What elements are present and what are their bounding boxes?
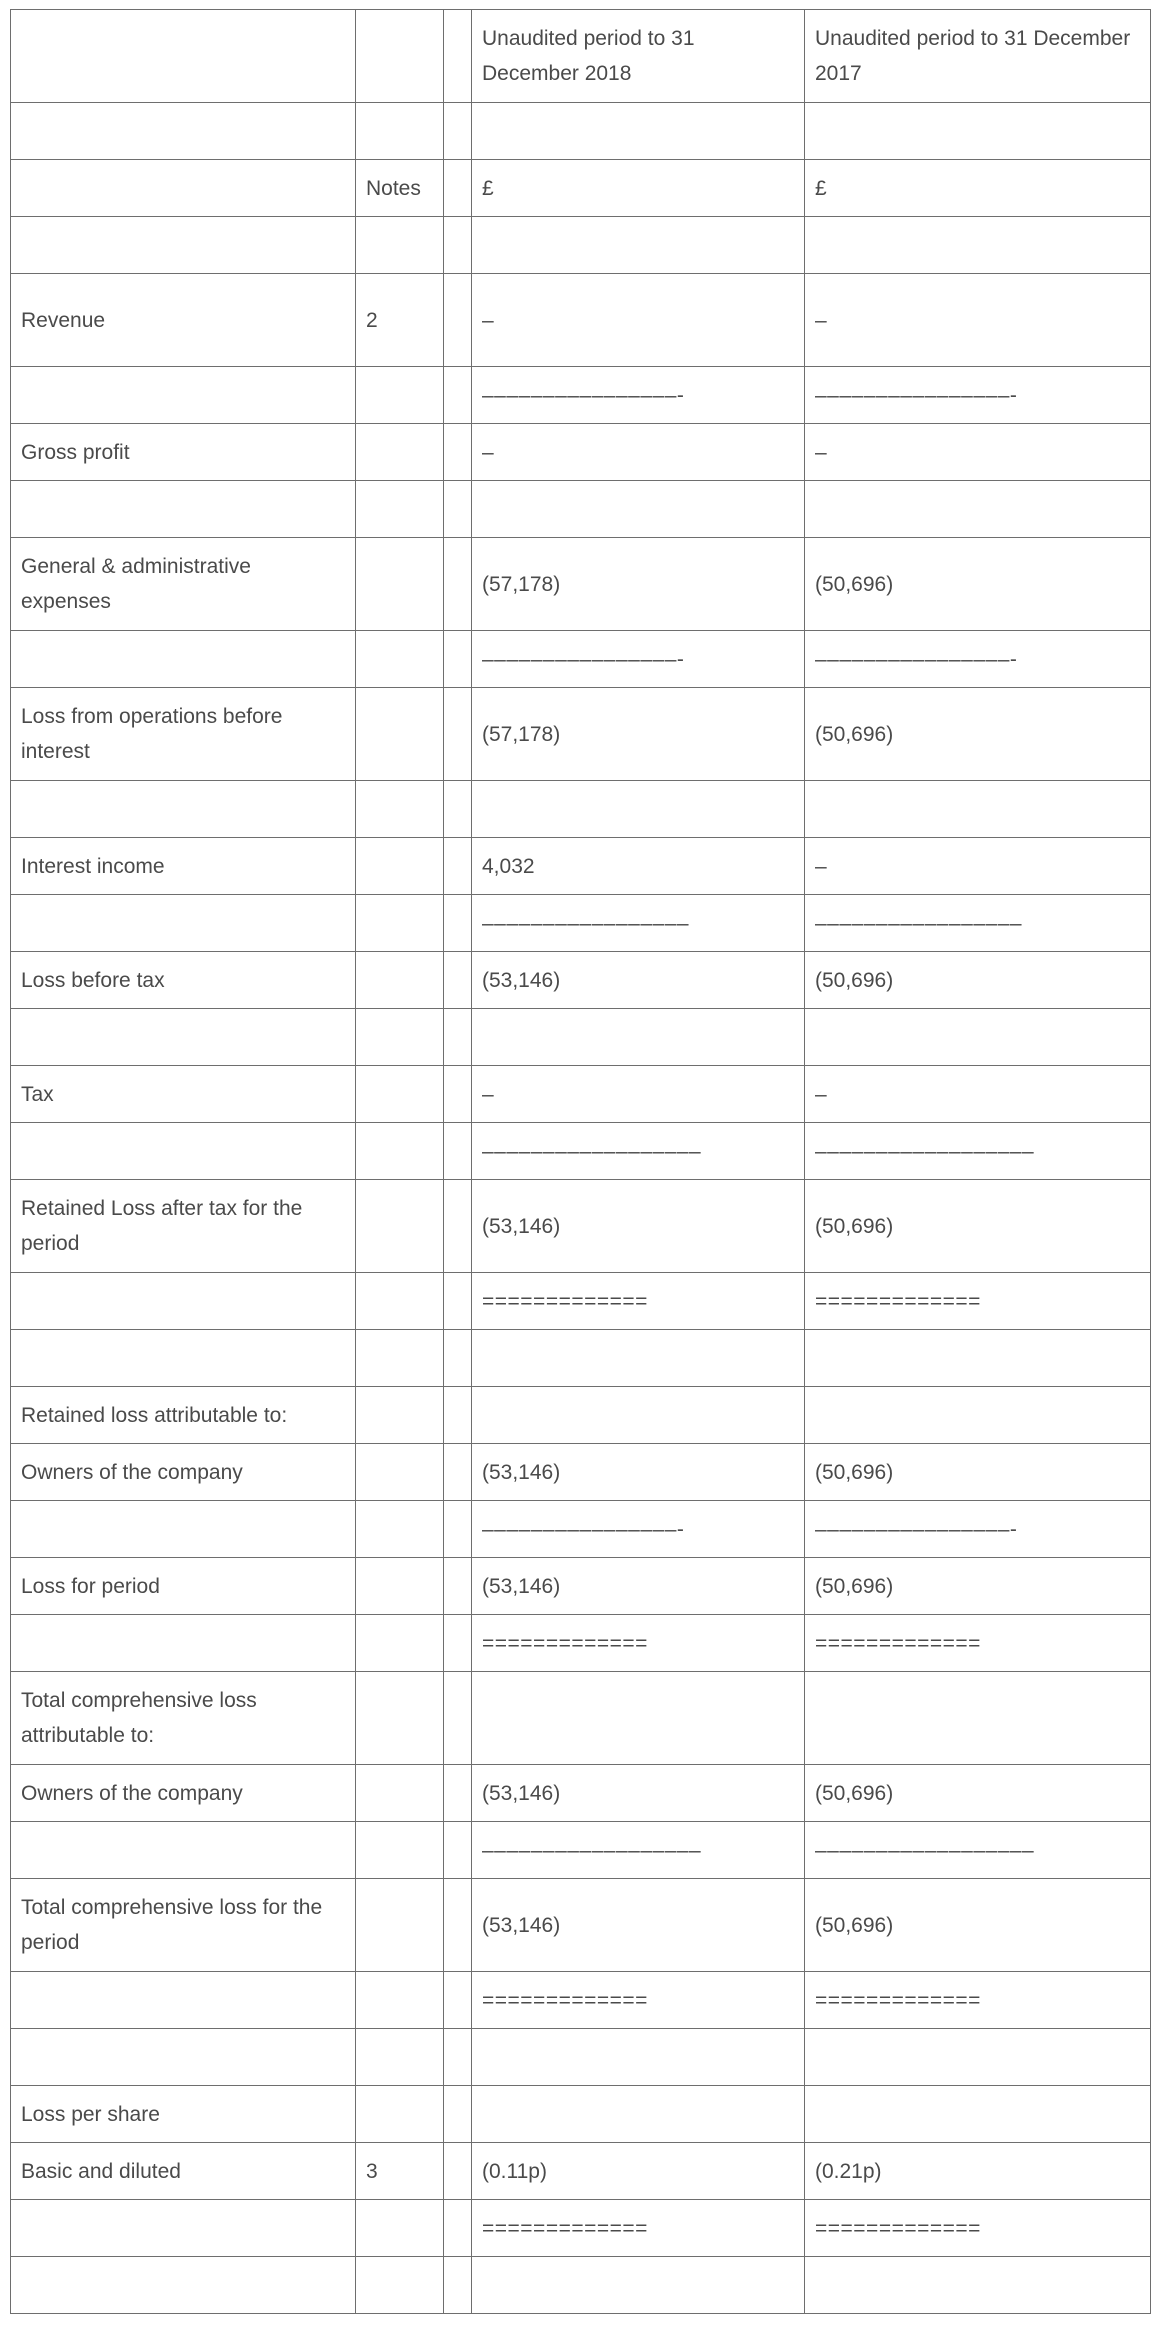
- table-row: [11, 1672, 1151, 1765]
- row-spacer: [444, 1558, 472, 1615]
- table-row: [11, 1879, 1151, 1972]
- row-notes: Notes: [356, 160, 444, 217]
- row-spacer: [444, 1879, 472, 1972]
- table-row: [11, 424, 1151, 481]
- row-label: [11, 895, 356, 952]
- table-row: [11, 1444, 1151, 1501]
- row-spacer: [444, 103, 472, 160]
- row-label: General & administrative expenses: [11, 538, 356, 631]
- row-prior-period-value: =============: [805, 1972, 1151, 2029]
- row-notes: [356, 217, 444, 274]
- row-spacer: [444, 1615, 472, 1672]
- row-current-period-value: (57,178): [472, 688, 805, 781]
- table-row: [11, 1558, 1151, 1615]
- row-current-period-value: ––––––––––––––––-: [472, 631, 805, 688]
- row-spacer: [444, 1822, 472, 1879]
- row-label: [11, 2200, 356, 2257]
- row-prior-period-value: (50,696): [805, 952, 1151, 1009]
- row-notes: [356, 838, 444, 895]
- row-prior-period-value: [805, 103, 1151, 160]
- row-notes: [356, 1066, 444, 1123]
- table-row: [11, 1180, 1151, 1273]
- row-label: Revenue: [11, 274, 356, 367]
- row-spacer: [444, 217, 472, 274]
- row-prior-period-value: (50,696): [805, 538, 1151, 631]
- row-prior-period-value: –: [805, 1066, 1151, 1123]
- row-current-period-value: 4,032: [472, 838, 805, 895]
- row-current-period-value: –––––––––––––––––: [472, 895, 805, 952]
- current-period-header: Unaudited period to 31 December 2018: [472, 10, 805, 103]
- row-prior-period-value: (50,696): [805, 1180, 1151, 1273]
- row-spacer: [444, 631, 472, 688]
- row-prior-period-value: ––––––––––––––––-: [805, 1501, 1151, 1558]
- table-row: [11, 688, 1151, 781]
- row-notes: [356, 1558, 444, 1615]
- table-row: [11, 1009, 1151, 1066]
- row-spacer: [444, 1387, 472, 1444]
- table-row: [11, 217, 1151, 274]
- row-spacer: [444, 781, 472, 838]
- row-prior-period-value: =============: [805, 1615, 1151, 1672]
- table-row: [11, 2143, 1151, 2200]
- row-notes: [356, 1330, 444, 1387]
- row-prior-period-value: (50,696): [805, 1558, 1151, 1615]
- row-notes: [356, 1273, 444, 1330]
- row-notes: [356, 1009, 444, 1066]
- table-row: [11, 1387, 1151, 1444]
- row-prior-period-value: [805, 1387, 1151, 1444]
- row-current-period-value: [472, 217, 805, 274]
- table-row: [11, 160, 1151, 217]
- row-label: [11, 103, 356, 160]
- row-notes: [356, 103, 444, 160]
- row-label: [11, 1123, 356, 1180]
- row-label: Loss before tax: [11, 952, 356, 1009]
- row-notes: [356, 1879, 444, 1972]
- table-row: [11, 1123, 1151, 1180]
- row-spacer: [444, 424, 472, 481]
- row-notes: [356, 424, 444, 481]
- row-spacer: [444, 2029, 472, 2086]
- table-row: [11, 103, 1151, 160]
- row-spacer: [444, 160, 472, 217]
- row-label: [11, 217, 356, 274]
- table-row: [11, 1822, 1151, 1879]
- row-spacer: [444, 481, 472, 538]
- row-current-period-value: (53,146): [472, 1444, 805, 1501]
- row-current-period-value: [472, 2257, 805, 2314]
- row-notes: [356, 1672, 444, 1765]
- table-row: [11, 1501, 1151, 1558]
- row-label: [11, 1972, 356, 2029]
- table-row: [11, 481, 1151, 538]
- row-notes: [356, 2029, 444, 2086]
- row-spacer: [444, 1972, 472, 2029]
- row-current-period-value: ––––––––––––––––-: [472, 1501, 805, 1558]
- row-prior-period-value: [805, 1009, 1151, 1066]
- row-prior-period-value: [805, 1672, 1151, 1765]
- row-label: [11, 631, 356, 688]
- row-prior-period-value: =============: [805, 1273, 1151, 1330]
- row-label: Loss from operations before interest: [11, 688, 356, 781]
- table-row: [11, 1273, 1151, 1330]
- row-spacer: [444, 367, 472, 424]
- row-current-period-value: [472, 2029, 805, 2086]
- row-notes: [356, 1180, 444, 1273]
- row-label: Owners of the company: [11, 1765, 356, 1822]
- table-row: [11, 1765, 1151, 1822]
- row-notes: 3: [356, 2143, 444, 2200]
- row-current-period-value: [472, 103, 805, 160]
- row-spacer: [444, 688, 472, 781]
- row-prior-period-value: [805, 2029, 1151, 2086]
- row-current-period-value: (53,146): [472, 1180, 805, 1273]
- table-row: [11, 2200, 1151, 2257]
- row-prior-period-value: ––––––––––––––––––: [805, 1822, 1151, 1879]
- row-prior-period-value: (50,696): [805, 688, 1151, 781]
- row-current-period-value: (53,146): [472, 1879, 805, 1972]
- row-spacer: [444, 1180, 472, 1273]
- row-prior-period-value: ––––––––––––––––––: [805, 1123, 1151, 1180]
- row-prior-period-value: [805, 481, 1151, 538]
- row-label: Retained Loss after tax for the period: [11, 1180, 356, 1273]
- row-current-period-value: =============: [472, 2200, 805, 2257]
- table-row: [11, 1330, 1151, 1387]
- row-spacer: [444, 1009, 472, 1066]
- row-current-period-value: ––––––––––––––––––: [472, 1123, 805, 1180]
- row-prior-period-value: [805, 2086, 1151, 2143]
- row-current-period-value: [472, 1330, 805, 1387]
- row-spacer: [444, 1765, 472, 1822]
- table-row: [11, 1972, 1151, 2029]
- table-row: [11, 2086, 1151, 2143]
- row-current-period-value: =============: [472, 1273, 805, 1330]
- row-notes: [356, 481, 444, 538]
- row-spacer: [444, 2143, 472, 2200]
- table-row: [11, 1066, 1151, 1123]
- row-prior-period-value: (50,696): [805, 1765, 1151, 1822]
- row-prior-period-value: [805, 217, 1151, 274]
- row-label: [11, 481, 356, 538]
- row-prior-period-value: –––––––––––––––––: [805, 895, 1151, 952]
- row-notes: [356, 2200, 444, 2257]
- row-prior-period-value: (50,696): [805, 1444, 1151, 1501]
- row-prior-period-value: –: [805, 838, 1151, 895]
- row-label: Gross profit: [11, 424, 356, 481]
- row-label: Basic and diluted: [11, 2143, 356, 2200]
- table-row: [11, 2257, 1151, 2314]
- row-current-period-value: [472, 1009, 805, 1066]
- row-prior-period-value: £: [805, 160, 1151, 217]
- row-spacer: [444, 2200, 472, 2257]
- row-current-period-value: [472, 2086, 805, 2143]
- row-label: Total comprehensive loss for the period: [11, 1879, 356, 1972]
- row-prior-period-value: (0.21p): [805, 2143, 1151, 2200]
- table-row: [11, 631, 1151, 688]
- row-label: [11, 1009, 356, 1066]
- row-spacer: [444, 2257, 472, 2314]
- row-current-period-value: –: [472, 424, 805, 481]
- row-spacer: [444, 1330, 472, 1387]
- row-label: [11, 781, 356, 838]
- header-label-cell: [11, 10, 356, 103]
- row-prior-period-value: [805, 781, 1151, 838]
- header-spacer-cell: [444, 10, 472, 103]
- row-notes: [356, 952, 444, 1009]
- row-notes: [356, 781, 444, 838]
- row-spacer: [444, 1123, 472, 1180]
- row-current-period-value: £: [472, 160, 805, 217]
- row-label: [11, 1330, 356, 1387]
- row-spacer: [444, 895, 472, 952]
- row-label: [11, 367, 356, 424]
- table-row: [11, 367, 1151, 424]
- row-current-period-value: [472, 781, 805, 838]
- table-row: [11, 1615, 1151, 1672]
- row-current-period-value: [472, 481, 805, 538]
- row-notes: [356, 367, 444, 424]
- row-current-period-value: (53,146): [472, 1558, 805, 1615]
- row-prior-period-value: [805, 1330, 1151, 1387]
- row-notes: [356, 538, 444, 631]
- row-prior-period-value: –: [805, 424, 1151, 481]
- row-notes: [356, 688, 444, 781]
- income-statement-table: [10, 9, 1154, 2314]
- row-notes: [356, 1444, 444, 1501]
- row-notes: [356, 2086, 444, 2143]
- row-prior-period-value: –: [805, 274, 1151, 367]
- row-notes: 2: [356, 274, 444, 367]
- row-notes: [356, 1123, 444, 1180]
- row-current-period-value: =============: [472, 1615, 805, 1672]
- row-spacer: [444, 1672, 472, 1765]
- row-notes: [356, 1387, 444, 1444]
- row-notes: [356, 1972, 444, 2029]
- row-current-period-value: (53,146): [472, 1765, 805, 1822]
- row-spacer: [444, 1273, 472, 1330]
- row-current-period-value: –: [472, 1066, 805, 1123]
- row-label: [11, 160, 356, 217]
- row-current-period-value: [472, 1387, 805, 1444]
- row-prior-period-value: (50,696): [805, 1879, 1151, 1972]
- row-label: Interest income: [11, 838, 356, 895]
- row-current-period-value: (57,178): [472, 538, 805, 631]
- row-label: [11, 1822, 356, 1879]
- row-spacer: [444, 1444, 472, 1501]
- row-notes: [356, 895, 444, 952]
- row-current-period-value: ––––––––––––––––-: [472, 367, 805, 424]
- header-row: [11, 10, 1151, 103]
- table-row: [11, 952, 1151, 1009]
- row-notes: [356, 1822, 444, 1879]
- row-spacer: [444, 1501, 472, 1558]
- row-prior-period-value: [805, 2257, 1151, 2314]
- table-row: [11, 538, 1151, 631]
- row-notes: [356, 1765, 444, 1822]
- row-current-period-value: [472, 1672, 805, 1765]
- table-row: [11, 2029, 1151, 2086]
- table-row: [11, 781, 1151, 838]
- row-spacer: [444, 274, 472, 367]
- row-spacer: [444, 952, 472, 1009]
- row-prior-period-value: ––––––––––––––––-: [805, 367, 1151, 424]
- row-label: Tax: [11, 1066, 356, 1123]
- row-prior-period-value: ––––––––––––––––-: [805, 631, 1151, 688]
- row-current-period-value: –: [472, 274, 805, 367]
- table-row: [11, 895, 1151, 952]
- row-spacer: [444, 2086, 472, 2143]
- row-notes: [356, 631, 444, 688]
- row-current-period-value: (53,146): [472, 952, 805, 1009]
- header-notes-cell: [356, 10, 444, 103]
- row-label: Retained loss attributable to:: [11, 1387, 356, 1444]
- row-current-period-value: ––––––––––––––––––: [472, 1822, 805, 1879]
- row-label: Owners of the company: [11, 1444, 356, 1501]
- income-statement-body: [11, 10, 1154, 2314]
- row-current-period-value: =============: [472, 1972, 805, 2029]
- row-label: Total comprehensive loss attributable to:: [11, 1672, 356, 1765]
- row-spacer: [444, 538, 472, 631]
- row-label: [11, 1501, 356, 1558]
- row-label: [11, 2029, 356, 2086]
- row-label: Loss for period: [11, 1558, 356, 1615]
- row-current-period-value: (0.11p): [472, 2143, 805, 2200]
- table-row: [11, 274, 1151, 367]
- row-label: Loss per share: [11, 2086, 356, 2143]
- prior-period-header: Unaudited period to 31 December 2017: [805, 10, 1151, 103]
- row-notes: [356, 1501, 444, 1558]
- table-row: [11, 838, 1151, 895]
- row-label: [11, 1615, 356, 1672]
- row-spacer: [444, 1066, 472, 1123]
- row-spacer: [444, 838, 472, 895]
- row-label: [11, 1273, 356, 1330]
- row-label: [11, 2257, 356, 2314]
- row-notes: [356, 1615, 444, 1672]
- row-prior-period-value: =============: [805, 2200, 1151, 2257]
- row-notes: [356, 2257, 444, 2314]
